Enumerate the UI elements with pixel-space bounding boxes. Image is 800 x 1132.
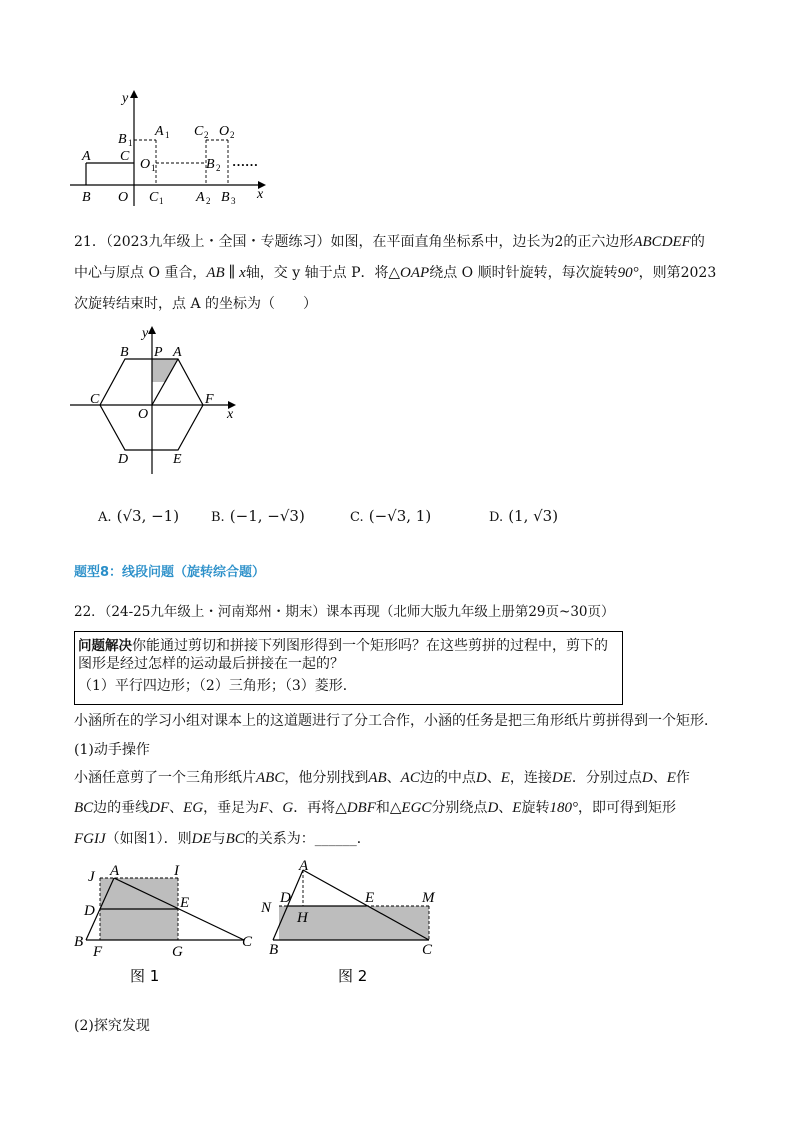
sub-A1: 1 [165, 130, 170, 140]
fig2-label-N: N [261, 900, 272, 916]
q21-line2: 中心与原点 O 重合，AB ∥ x轴，交 y 轴于点 P．将△OAP绕点 O 顺时针旋转，每次旋转90°，则第2023 [74, 265, 717, 281]
hex-label-D: D [118, 452, 129, 467]
fig2-label-C: C [422, 942, 433, 958]
option-d[interactable] [489, 506, 558, 525]
figure-2 [258, 858, 458, 988]
option-b[interactable] [211, 506, 305, 525]
sub-O2: 2 [230, 130, 235, 140]
q21-line1: 21．（2023九年级上・全国・专题练习）如图，在平面直角坐标系中，边长为2的正六边形ABCDEF的 [74, 234, 705, 250]
label-y: y [122, 91, 129, 106]
fig2-label-E: E [365, 890, 375, 906]
fig1-label-G: G [172, 944, 183, 960]
option-b-label: B. [211, 510, 225, 525]
q22-header: 22．（24-25九年级上・河南郑州・期末）课本再现（北师大版九年级上册第29页~30页） [74, 604, 615, 620]
label-B2: B [206, 157, 215, 172]
label-A: A [82, 149, 91, 164]
hex-label-F: F [205, 392, 214, 407]
option-d-label: D. [489, 510, 504, 525]
label-dots: …… [232, 154, 258, 169]
fig1-label-J: J [88, 869, 95, 885]
hex-label-P: P [154, 345, 163, 360]
fig2-label-A: A [299, 858, 309, 874]
hex-label-C: C [90, 392, 100, 407]
label-C: C [120, 149, 130, 164]
box-line2: 图形是经过怎样的运动最后拼接在一起的？ [78, 656, 344, 672]
part1-heading: (1)动手操作 [74, 742, 150, 758]
option-a-expr: (√3, −1) [116, 507, 180, 525]
part1-line2: BC边的垂线DF、EG，垂足为F、G．再将△DBF和△EGC分别绕点D、E旋转180°，即可得到矩形 [74, 800, 676, 816]
fig2-label-M: M [422, 890, 435, 906]
box-line1: 问题解决你能通过剪切和拼接下列图形得到一个矩形吗？在这些剪拼的过程中，剪下的 [78, 638, 608, 654]
fig1-label-E: E [180, 895, 190, 911]
sub-B3: 3 [231, 196, 236, 206]
hex-label-A: A [173, 345, 182, 360]
hex-label-B: B [120, 345, 129, 360]
label-A2: A [196, 190, 205, 205]
label-O1: O [140, 157, 151, 172]
q21-line3: 次旋转结束时，点 A 的坐标为（ ） [74, 296, 318, 312]
hex-label-y: y [142, 326, 149, 341]
option-c[interactable] [350, 506, 431, 525]
hex-label-E: E [173, 452, 182, 467]
label-A1: A [155, 124, 164, 139]
figure-top-coordinate [70, 88, 280, 208]
fig2-label-B: B [269, 942, 279, 958]
fig1-label-A: A [110, 863, 120, 879]
hex-label-x: x [227, 407, 234, 422]
fig1-label-D: D [84, 903, 95, 919]
box-line3: （1）平行四边形；（2）三角形；（3）菱形． [78, 678, 357, 694]
sub-A2: 2 [206, 196, 211, 206]
label-C1: C [149, 190, 159, 205]
label-x: x [257, 187, 264, 202]
fig1-label-F: F [93, 944, 103, 960]
fig1-label-B: B [74, 934, 84, 950]
fig1-label-C: C [242, 934, 253, 950]
fig1-caption: 图 1 [130, 967, 160, 985]
option-b-expr: (−1, −√3) [229, 507, 305, 525]
sub-O1: 1 [151, 163, 156, 173]
label-B3: B [221, 190, 230, 205]
section-title-8: 题型8：线段问题（旋转综合题） [74, 565, 266, 580]
option-a[interactable] [98, 506, 179, 525]
part1-line1: 小涵任意剪了一个三角形纸片ABC，他分别找到AB、AC边的中点D、E，连接DE．分别过点D、E作 [74, 770, 690, 786]
part2-heading: (2)探究发现 [74, 1018, 150, 1034]
option-d-expr: (1, √3) [508, 507, 559, 525]
fig2-label-H: H [297, 910, 308, 926]
fig1-label-I: I [174, 863, 179, 879]
label-B1: B [118, 132, 127, 147]
figure-1 [70, 858, 270, 988]
label-C2: C [194, 124, 204, 139]
label-O2: O [219, 124, 230, 139]
label-B: B [82, 190, 91, 205]
sub-C1: 1 [159, 196, 164, 206]
q22-intro: 小涵所在的学习小组对课本上的这道题进行了分工合作，小涵的任务是把三角形纸片剪拼得到一个矩形． [74, 713, 718, 729]
fig2-label-D: D [280, 890, 291, 906]
label-O: O [118, 190, 129, 205]
hex-label-O: O [138, 407, 149, 422]
option-a-label: A. [98, 510, 112, 525]
option-c-expr: (−√3, 1) [368, 507, 432, 525]
fig2-caption: 图 2 [338, 967, 368, 985]
sub-B2: 2 [216, 163, 221, 173]
sub-C2: 2 [204, 130, 209, 140]
figure-hexagon [70, 322, 250, 477]
part1-line3: FGIJ（如图1）．则DE与BC的关系为：______． [74, 831, 371, 847]
sub-B1: 1 [128, 138, 133, 148]
option-c-label: C. [350, 510, 364, 525]
